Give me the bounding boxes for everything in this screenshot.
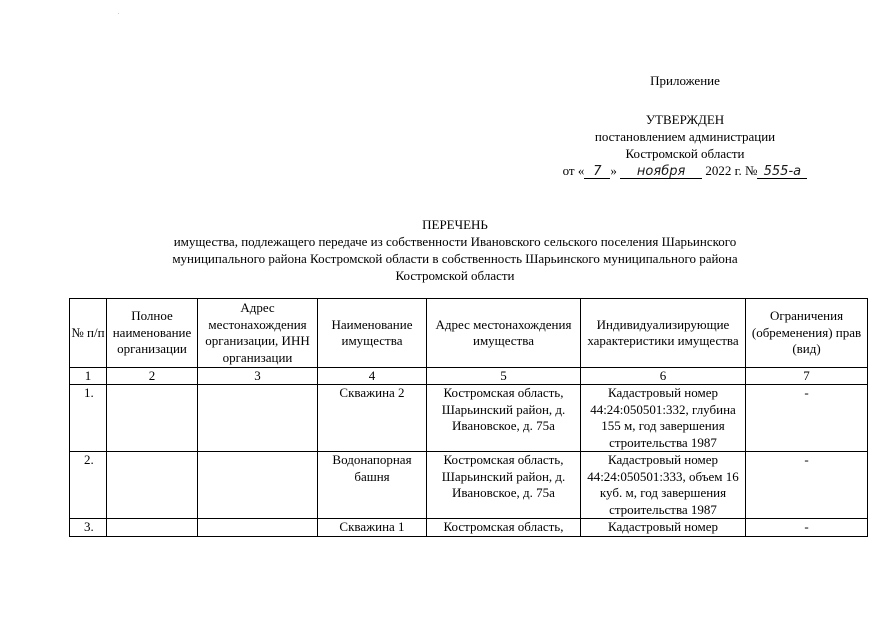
property-name-cell: Скважина 2 <box>318 385 427 452</box>
property-name-cell: Водонапорная башня <box>318 452 427 519</box>
list-title-block <box>110 216 800 284</box>
column-number: 5 <box>427 368 581 385</box>
column-number: 4 <box>318 368 427 385</box>
handwritten-day: 7 <box>584 163 610 180</box>
date-prefix: от « <box>562 163 585 178</box>
org-address-cell <box>198 452 318 519</box>
row-number: 1. <box>70 385 107 452</box>
table-header-row <box>70 299 868 368</box>
column-header: № п/п <box>70 299 107 368</box>
column-number-row <box>70 368 868 385</box>
property-address-cell: Костромская область, Шарьинский район, д. Ивановское, д. 75а <box>427 385 581 452</box>
org-name-cell <box>107 385 198 452</box>
restrictions-cell: - <box>746 452 868 519</box>
decree-line-1: постановлением администрации <box>594 129 776 144</box>
property-table <box>69 298 868 537</box>
date-mid: » <box>610 163 617 178</box>
annex-label: Приложение <box>650 73 720 88</box>
handwritten-month: ноября <box>620 163 702 180</box>
restrictions-cell: - <box>746 519 868 537</box>
property-address-cell: Костромская область, <box>427 519 581 537</box>
column-number: 1 <box>70 368 107 385</box>
org-address-cell <box>198 385 318 452</box>
row-number: 2. <box>70 452 107 519</box>
decree-date-line <box>540 162 830 180</box>
column-header: Индивидуализирующие характеристики имущества <box>581 299 746 368</box>
org-name-cell <box>107 452 198 519</box>
property-name-cell: Скважина 1 <box>318 519 427 537</box>
decree-line-2: Костромской области <box>625 146 745 161</box>
approval-block <box>540 72 830 180</box>
property-address-cell: Костромская область, Шарьинский район, д. Ивановское, д. 75а <box>427 452 581 519</box>
table-row <box>70 385 868 452</box>
org-address-cell <box>198 519 318 537</box>
column-number: 6 <box>581 368 746 385</box>
page-cutoff <box>0 577 896 639</box>
date-year-text: 2022 г. № <box>705 163 758 178</box>
characteristics-cell: Кадастровый номер 44:24:050501:332, глубина 155 м, год завершения строительства 1987 <box>581 385 746 452</box>
list-subtitle-line-2: муниципального района Костромской области в собственность Шарьинского муниципального района <box>172 251 738 266</box>
list-heading: ПЕРЕЧЕНЬ <box>422 217 488 232</box>
column-header: Ограничения (обременения) прав (вид) <box>746 299 868 368</box>
restrictions-cell: - <box>746 385 868 452</box>
table-row <box>70 519 868 537</box>
list-subtitle-line-1: имущества, подлежащего передаче из собственности Ивановского сельского поселения Шарьинского <box>173 234 737 249</box>
column-number: 7 <box>746 368 868 385</box>
handwritten-decree-number: 555-а <box>757 163 807 180</box>
row-number: 3. <box>70 519 107 537</box>
characteristics-cell: Кадастровый номер 44:24:050501:333, объем 16 куб. м, год завершения строительства 1987 <box>581 452 746 519</box>
approved-label: УТВЕРЖДЕН <box>645 112 725 127</box>
column-header: Полное наименование организации <box>107 299 198 368</box>
scan-speck <box>118 13 119 14</box>
characteristics-cell: Кадастровый номер <box>581 519 746 537</box>
list-subtitle-line-3: Костромской области <box>395 268 515 283</box>
column-header: Адрес местонахождения организации, ИНН организации <box>198 299 318 368</box>
org-name-cell <box>107 519 198 537</box>
column-header: Адрес местонахождения имущества <box>427 299 581 368</box>
column-header: Наименование имущества <box>318 299 427 368</box>
column-number: 3 <box>198 368 318 385</box>
column-number: 2 <box>107 368 198 385</box>
table-row <box>70 452 868 519</box>
